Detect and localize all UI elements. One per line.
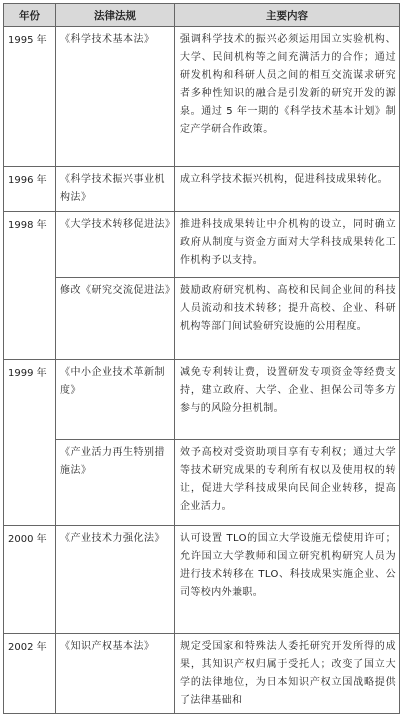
year-cell: 1996 年 — [4, 167, 56, 212]
law-cell: 《科学技术振兴事业机构法》 — [56, 167, 175, 212]
content-cell: 推进科技成果转让中介机构的设立，同时确立政府从制度与资金方面对大学科技成果转化工作机构予以支持。 — [175, 212, 400, 278]
content-cell: 认可设置 TLO的国立大学设施无偿使用许可；允许国立大学教师和国立研究机构研究人员为进行技术转移在 TLO、科技成果实施企业、公司等校内外兼职。 — [175, 526, 400, 634]
law-cell: 《产业技术力强化法》 — [56, 526, 175, 634]
law-cell: 《知识产权基本法》 — [56, 634, 175, 714]
content-cell: 规定受国家和特殊法人委托研究开发所得的成果，其知识产权归属于受托人；改变了国立大学的法律地位，为日本知识产权立国战略提供了法律基础和 — [175, 634, 400, 714]
table-row — [4, 167, 400, 212]
content-cell: 强调科学技术的振兴必须运用国立实验机构、大学、民间机构等之间充满活力的合作；通过研发机构和科研人员之间的相互交流谋求研究者多种性知识的融合是引发新的研究开发的源泉。通过 5 年一期的《科学技术基本计划》制定产学研合作政策。 — [175, 27, 400, 167]
law-cell: 《科学技术基本法》 — [56, 27, 175, 167]
table-body — [4, 27, 400, 714]
law-cell: 《大学技术转移促进法》 — [56, 212, 175, 278]
table-row — [4, 278, 400, 360]
table-row — [4, 440, 400, 526]
table-row — [4, 526, 400, 634]
content-cell: 成立科学技术振兴机构，促进科技成果转化。 — [175, 167, 400, 212]
law-cell: 《中小企业技术革新制度》 — [56, 360, 175, 440]
content-cell: 鼓励政府研究机构、高校和民间企业间的科技人员流动和技术转移；提升高校、企业、科研机构等部门间试验研究设施的公用程度。 — [175, 278, 400, 360]
header-year: 年份 — [4, 4, 56, 27]
year-cell: 1998 年 — [4, 212, 56, 360]
table-row — [4, 360, 400, 440]
header-law: 法律法规 — [56, 4, 175, 27]
law-cell: 修改《研究交流促进法》 — [56, 278, 175, 360]
year-cell: 2000 年 — [4, 526, 56, 634]
content-cell: 效予高校对受资助项目享有专利权；通过大学等技术研究成果的专利所有权以及使用权的转让，促进大学科技成果向民间企业转移，提高企业活力。 — [175, 440, 400, 526]
law-cell: 《产业活力再生特别措施法》 — [56, 440, 175, 526]
legislation-table — [3, 3, 400, 714]
table-row — [4, 634, 400, 714]
content-cell: 减免专利转让费，设置研发专项资金等经费支持，建立政府、大学、企业、担保公司等多方参与的风险分担机制。 — [175, 360, 400, 440]
header-row — [4, 4, 400, 27]
year-cell: 1999 年 — [4, 360, 56, 526]
year-cell: 1995 年 — [4, 27, 56, 167]
year-cell: 2002 年 — [4, 634, 56, 714]
table-row — [4, 27, 400, 167]
table-row — [4, 212, 400, 278]
header-content: 主要内容 — [175, 4, 400, 27]
table-header — [4, 4, 400, 27]
